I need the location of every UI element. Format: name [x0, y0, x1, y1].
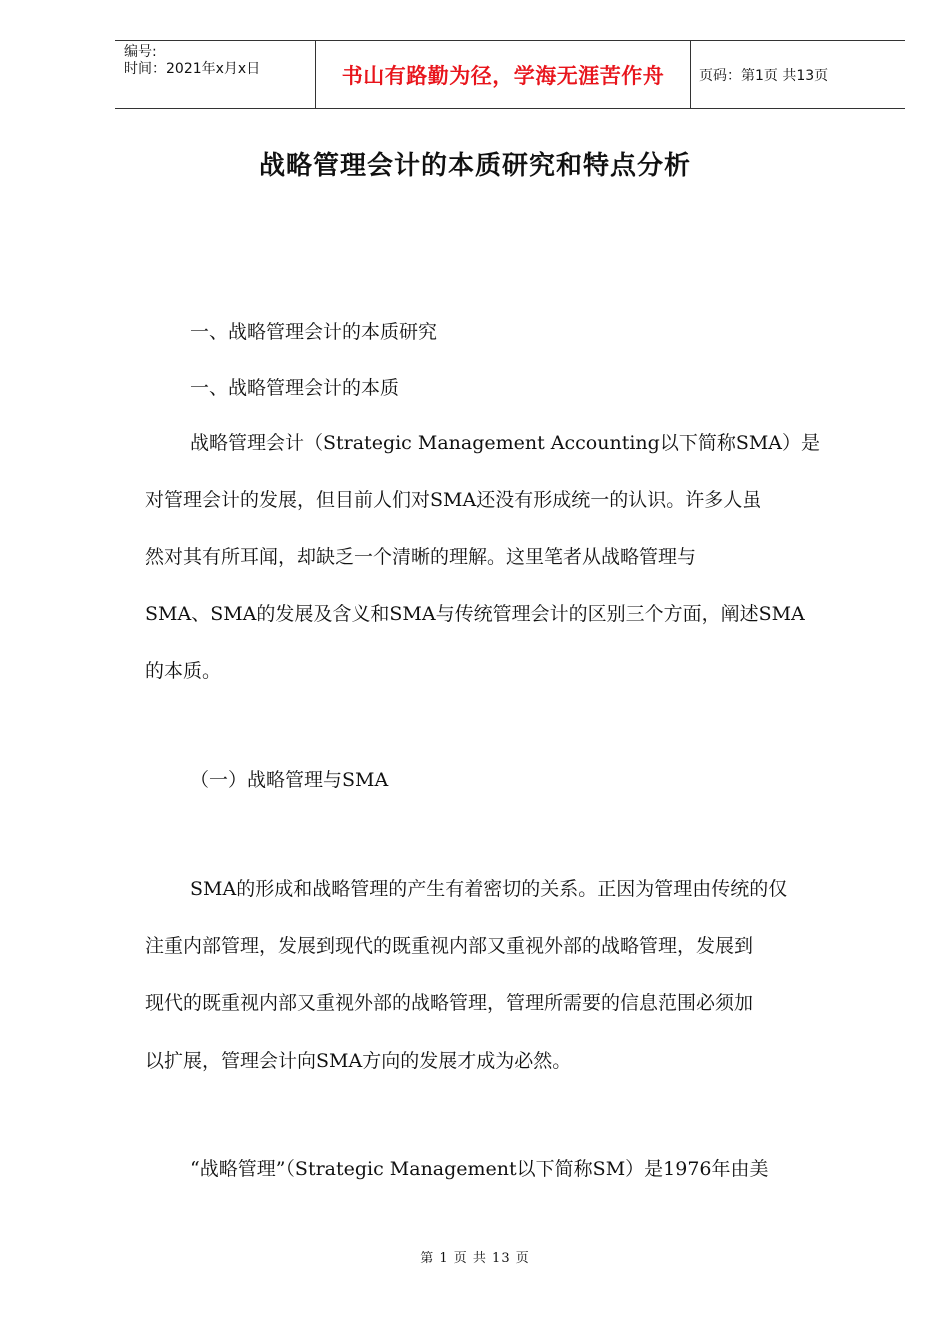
page-info-text: 页码：第1页 共13页 — [699, 67, 829, 84]
header-page-info — [690, 41, 905, 108]
document-title: 战略管理会计的本质研究和特点分析 — [258, 151, 691, 181]
paragraph-line: 然对其有所耳闻，却缺乏一个清晰的理解。这里笔者从战略管理与 — [145, 546, 697, 568]
subsection-heading: （一）战略管理与SMA — [190, 769, 389, 791]
motto-text: 书山有路勤为径，学海无涯苦作舟 — [341, 63, 665, 88]
page-footer: 第 1 页 共 13 页 — [420, 1251, 530, 1266]
paragraph-line: 对管理会计的发展，但目前人们对SMA还没有形成统一的认识。许多人虽 — [145, 489, 762, 511]
header-motto-cell — [315, 41, 691, 108]
paragraph-line: 注重内部管理，发展到现代的既重视内部又重视外部的战略管理，发展到 — [145, 935, 754, 957]
subsection-heading: 一、战略管理会计的本质 — [190, 377, 400, 399]
paragraph-line: 现代的既重视内部又重视外部的战略管理，管理所需要的信息范围必须加 — [145, 992, 754, 1014]
paragraph-line: SMA、SMA的发展及含义和SMA与传统管理会计的区别三个方面，阐述SMA — [145, 603, 805, 625]
paragraph-line: SMA的形成和战略管理的产生有着密切的关系。正因为管理由传统的仅 — [190, 878, 788, 900]
header-meta — [115, 41, 315, 108]
paragraph-line: 以扩展，管理会计向SMA方向的发展才成为必然。 — [145, 1050, 572, 1072]
paragraph-line: 的本质。 — [145, 660, 222, 682]
number-label: 编号: — [124, 44, 157, 60]
time-label: 时间：2021年x月x日 — [124, 61, 261, 77]
section-heading: 一、战略管理会计的本质研究 — [190, 321, 438, 343]
paragraph-line: 战略管理会计（Strategic Management Accounting以下简称SMA）是 — [190, 432, 821, 454]
paragraph-line: “战略管理”（Strategic Management以下简称SM）是1976年由美 — [190, 1158, 769, 1180]
page-header — [115, 40, 905, 109]
